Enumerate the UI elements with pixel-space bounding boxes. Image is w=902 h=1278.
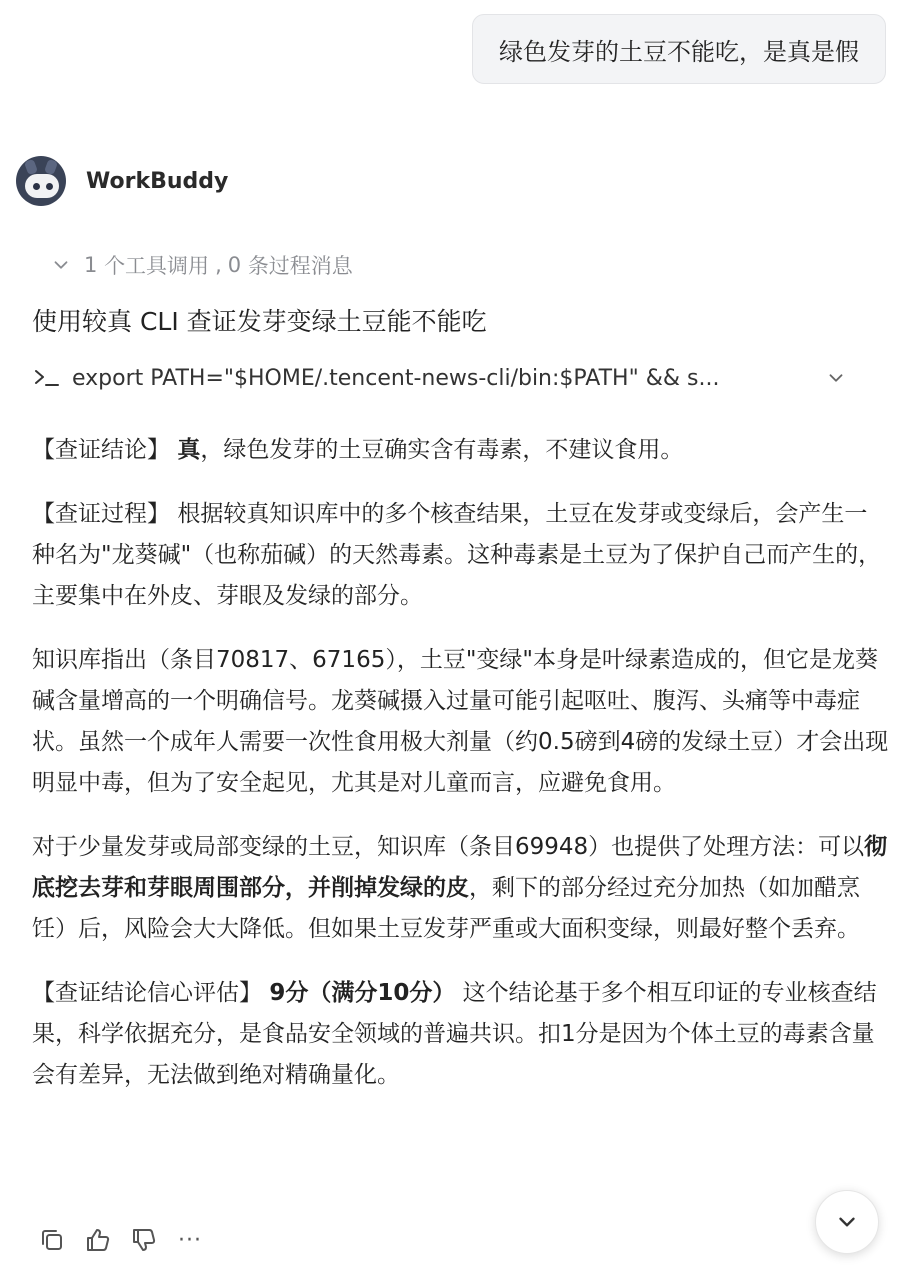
assistant-header xyxy=(16,156,228,206)
chevron-down-icon xyxy=(50,254,72,276)
process-text: 根据较真知识库中的多个核查结果，土豆在发芽或变绿后，会产生一种名为"龙葵碱"（也称茄碱）的天然毒素。这种毒素是土豆为了保护自己而产生的，主要集中在外皮、芽眼及发绿的部分。 xyxy=(32,501,882,609)
user-message-text: 绿色发芽的土豆不能吃，是真是假 xyxy=(499,37,859,66)
confidence-text: 这个结论基于多个相互印证的专业核查结果，科学依据充分，是食品安全领域的普遍共识。扣1分是因为个体土豆的毒素含量会有差异，无法做到绝对精确量化。 xyxy=(32,980,877,1088)
assistant-name: WorkBuddy xyxy=(86,168,229,194)
conclusion-paragraph xyxy=(32,430,890,471)
confidence-score: 9分（满分10分） xyxy=(269,980,456,1006)
command-text: export PATH="$HOME/.tencent-news-cli/bin:$PATH" && s... xyxy=(72,365,720,391)
summary-separator: , xyxy=(215,253,222,277)
process-label: 【查证过程】 xyxy=(32,501,170,527)
thumbs-up-button[interactable] xyxy=(84,1226,112,1254)
process-count-label: 条过程消息 xyxy=(247,254,353,278)
process-count: 0 xyxy=(227,253,242,277)
tool-title: 使用较真 CLI 查证发芽变绿土豆能不能吃 xyxy=(32,307,487,336)
command-row[interactable] xyxy=(32,360,847,396)
thumbs-down-icon xyxy=(130,1226,158,1254)
handling-text-bold: 彻底挖去芽和芽眼周围部分，并削掉发绿的皮 xyxy=(32,834,888,901)
knowledge-paragraph: 知识库指出（条目70817、67165），土豆"变绿"本身是叶绿素造成的，但它是龙葵碱含量增高的一个明确信号。龙葵碱摄入过量可能引起呕吐、腹泻、头痛等中毒症状。虽然一个成年人需要一次性食用极大剂量（约0.5磅到4磅的发绿土豆）才会出现明显中毒，但为了安全起见，尤其是对儿童而言，应避免食用。 xyxy=(32,647,889,796)
message-actions xyxy=(38,1226,202,1254)
handling-paragraph xyxy=(32,827,890,950)
handling-text-before: 对于少量发芽或局部变绿的土豆，知识库（条目69948）也提供了处理方法：可以 xyxy=(32,834,865,860)
copy-icon xyxy=(38,1226,66,1254)
confidence-paragraph xyxy=(32,973,890,1096)
tool-summary-toggle[interactable] xyxy=(50,250,353,280)
chevron-down-icon xyxy=(834,1209,860,1235)
chevron-down-icon[interactable] xyxy=(825,367,847,389)
tool-count: 1 xyxy=(84,253,98,277)
avatar xyxy=(16,156,66,206)
handling-text-after: ，剩下的部分经过充分加热（如加醋烹饪）后，风险会大大降低。但如果土豆发芽严重或大面积变绿，则最好整个丢弃。 xyxy=(32,875,860,942)
terminal-icon xyxy=(32,366,62,390)
copy-button[interactable] xyxy=(38,1226,66,1254)
process-paragraph xyxy=(32,494,890,617)
tool-count-label: 个工具调用 xyxy=(104,254,210,278)
more-icon[interactable]: ··· xyxy=(178,1227,202,1253)
confidence-label: 【查证结论信心评估】 xyxy=(32,980,262,1006)
conclusion-text: ，绿色发芽的土豆确实含有毒素，不建议食用。 xyxy=(200,437,684,463)
scroll-to-bottom-button[interactable] xyxy=(815,1190,879,1254)
user-message-bubble xyxy=(472,14,886,84)
verdict: 真 xyxy=(177,437,201,463)
thumbs-up-icon xyxy=(84,1226,112,1254)
thumbs-down-button[interactable] xyxy=(130,1226,158,1254)
conclusion-label: 【查证结论】 xyxy=(32,437,170,463)
assistant-answer xyxy=(32,430,890,1119)
